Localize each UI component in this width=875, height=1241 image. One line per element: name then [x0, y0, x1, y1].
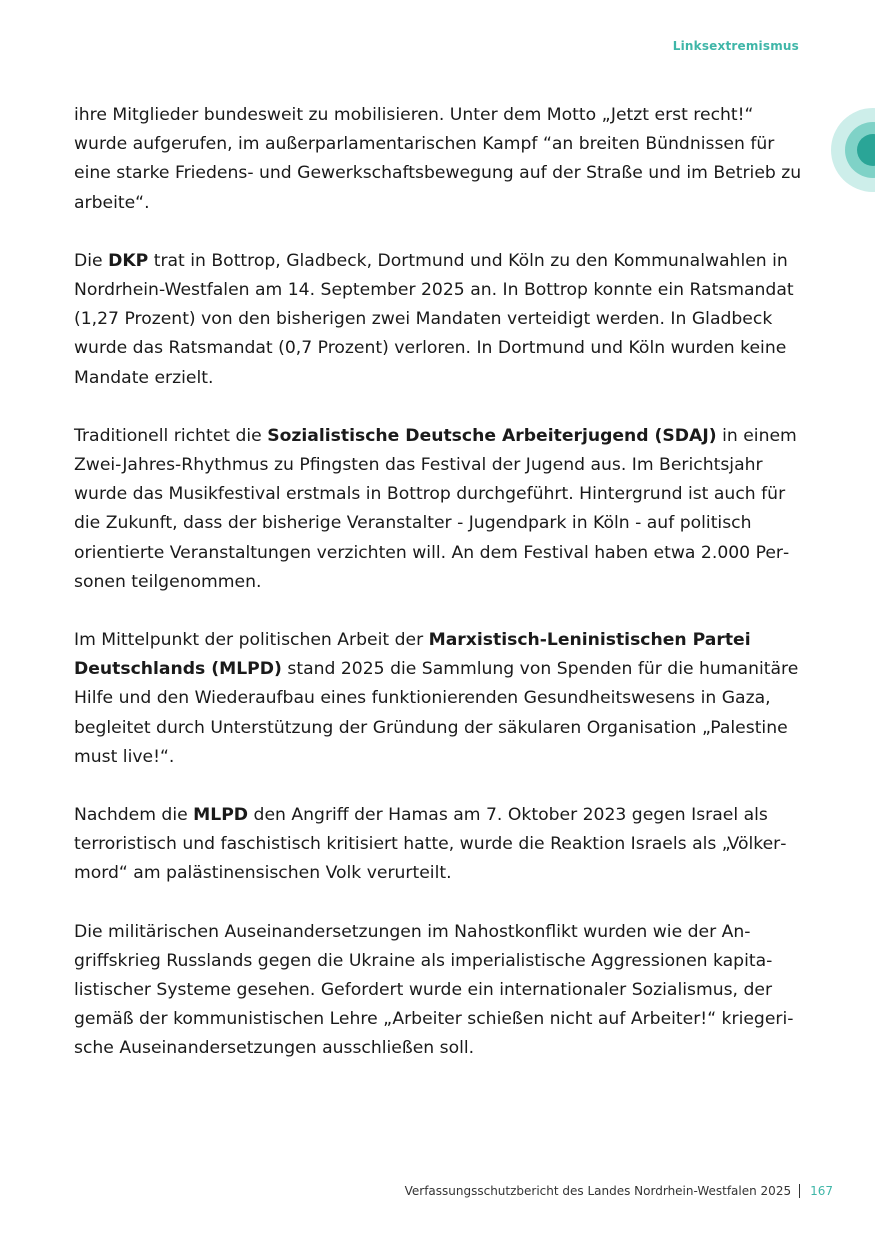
emphasized-term: DKP: [108, 250, 149, 271]
page-number: 167: [810, 1184, 833, 1198]
paragraph: [74, 101, 804, 218]
text-run: in einem Zwei-Jahres-Rhythmus zu Pfingsten das Festival der Jugend aus. Im Berichtsjahr wurde das Musikfestival erstmals in Bottrop durchgeführt. Hintergrund ist auch für die Zukunft, dass der bisherige Veranstalter - Jugendpark in Köln - auf politisch orientierte Veranstaltungen verzichten will. An dem Festival haben etwa 2.000 Personen teilgenommen.: [74, 425, 797, 592]
paragraph: [74, 918, 804, 1064]
body-text: [74, 101, 804, 1093]
text-run: Im Mittelpunkt der politischen Arbeit der: [74, 630, 429, 651]
footer-divider: [799, 1184, 800, 1198]
text-run: Nachdem die: [74, 805, 194, 826]
page-footer: [405, 1184, 833, 1198]
text-run: Die militärischen Auseinandersetzungen im Nahostkonflikt wurden wie der Angriffskrieg Russlands gegen die Ukraine als imperialistische Aggressionen kapitalistischer Systeme gesehen. Gefordert wurde ein internationaler Sozialismus, der gemäß der kommunistischen Lehre „Arbeiter schießen nicht auf Arbeiter!“ kriegerische Auseinandersetzungen ausschließen soll.: [74, 921, 794, 1059]
report-title: Verfassungsschutzbericht des Landes Nordrhein-Westfalen 2025: [404, 1184, 792, 1198]
paragraph: [74, 801, 804, 889]
text-run: ihre Mitglieder bundesweit zu mobilisieren. Unter dem Motto „Jetzt erst recht!“ wurde aufgerufen, im außerparlamentarischen Kampf “an breiten Bündnissen für eine starke Friedens- und Gewerkschaftsbewegung auf der Straße und im Betrieb zu arbeite“.: [74, 105, 802, 213]
paragraph: [74, 422, 804, 597]
chapter-tab-marker: [831, 108, 875, 192]
emphasized-term: Sozialistische Deutsche Arbeiterjugend (SDAJ): [267, 425, 717, 446]
text-run: Die: [74, 250, 109, 271]
paragraph: [74, 247, 804, 393]
section-label: Linksextremismus: [672, 39, 799, 53]
text-run: stand 2025 die Sammlung von Spenden für die humanitäre Hilfe und den Wiederaufbau eines funktionierenden Gesundheitswesens in Gaza, begleitet durch Unterstützung der Gründung der säkularen Organisation „Palestine must live!“.: [74, 659, 799, 767]
emphasized-term: MLPD: [193, 805, 249, 826]
text-run: den Angriff der Hamas am 7. Oktober 2023 gegen Israel als terroristisch und faschistisch kritisiert hatte, wurde die Reaktion Israels als „Völkermord“ am palästinensischen Volk verurteilt.: [74, 805, 787, 884]
paragraph: [74, 626, 804, 772]
emphasized-term: Marxistisch-Leninistischen Partei Deutschlands (MLPD): [74, 630, 751, 680]
text-run: Traditionell richtet die: [74, 425, 268, 446]
text-run: trat in Bottrop, Gladbeck, Dortmund und Köln zu den Kommunalwahlen in Nordrhein-Westfalen am 14. September 2025 an. In Bottrop konnte ein Ratsmandat (1,27 Prozent) von den bisherigen zwei Mandaten verteidigt werden. In Gladbeck wurde das Ratsmandat (0,7 Prozent) verloren. In Dortmund und Köln wurden keine Mandate erzielt.: [74, 250, 794, 388]
